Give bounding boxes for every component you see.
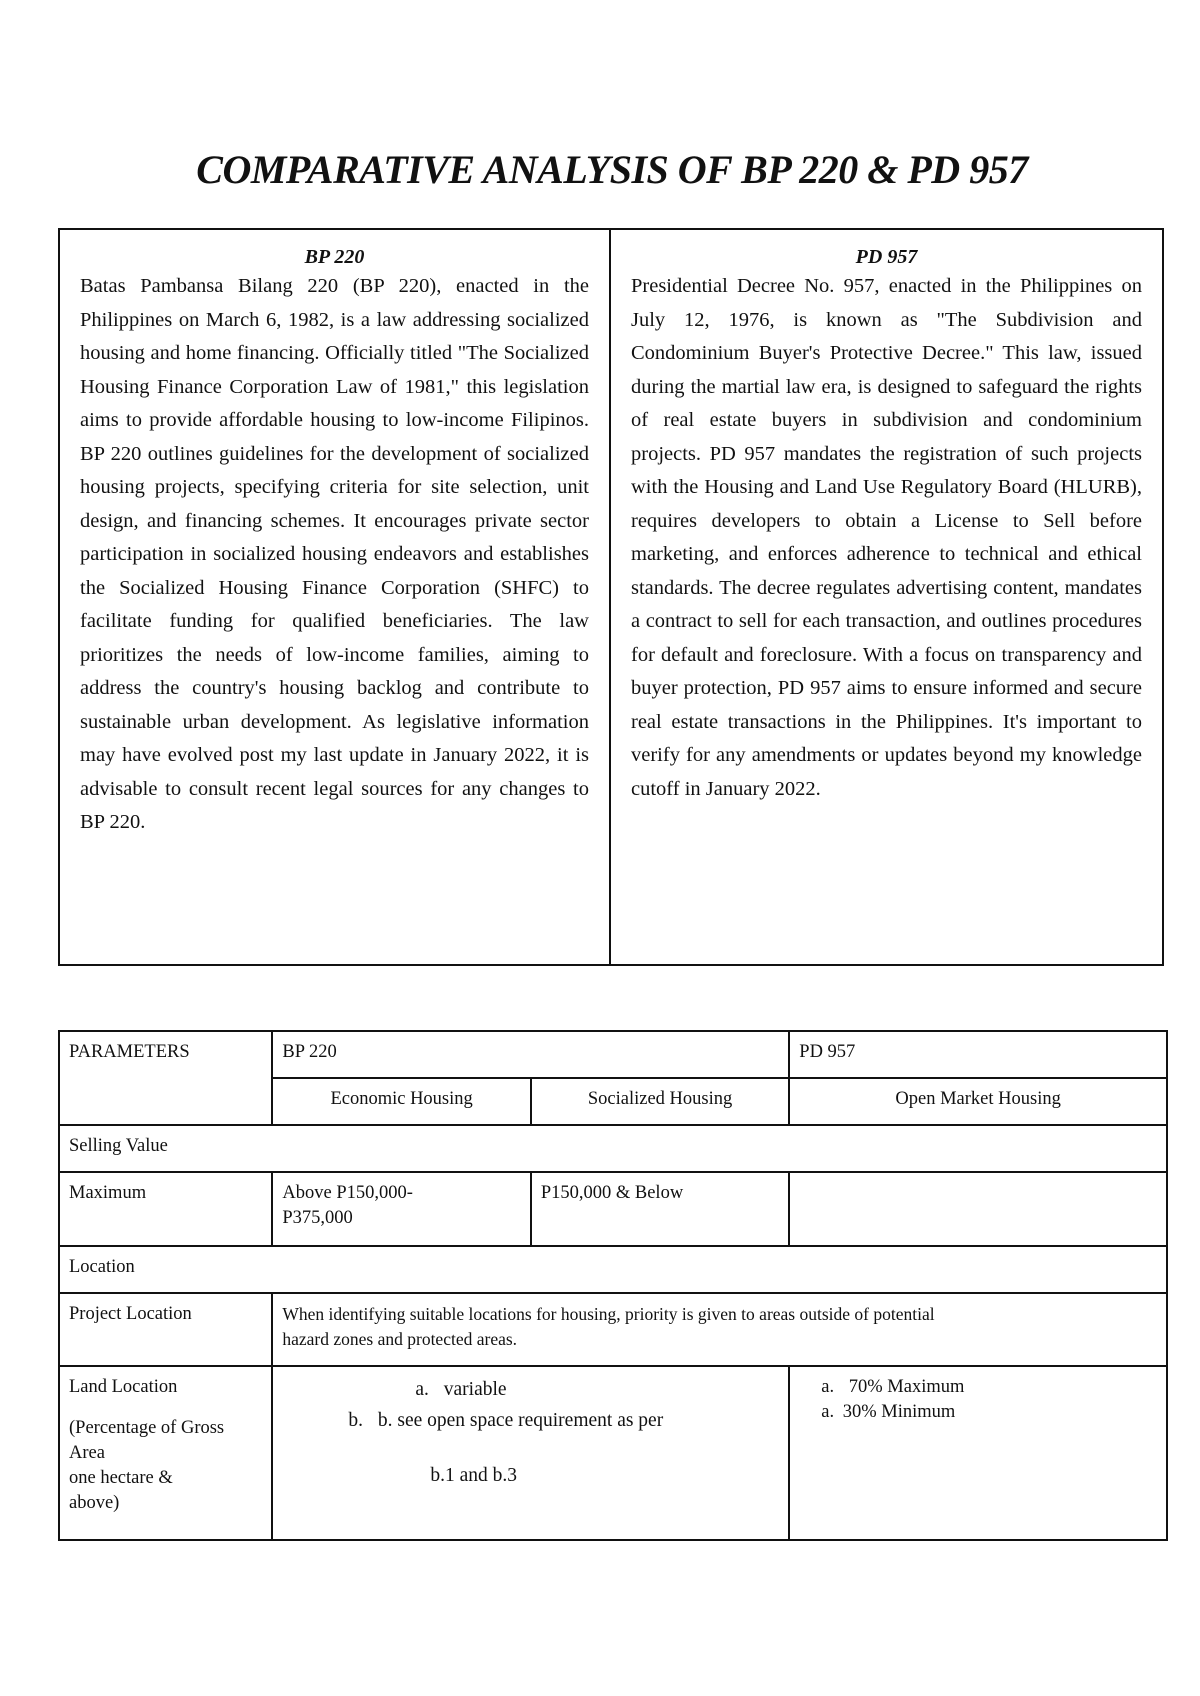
economic-max-line1: Above P150,000- (282, 1183, 413, 1203)
bp-land-b-marker: b. (348, 1410, 363, 1431)
project-location-line2: hazard zones and protected areas. (282, 1329, 518, 1349)
selling-value-section: Selling Value (59, 1125, 1167, 1172)
land-location-sub1: (Percentage of Gross (69, 1418, 225, 1438)
land-location-title: Land Location (69, 1377, 178, 1397)
pd957-column (611, 230, 1162, 964)
comparison-box (58, 228, 1164, 966)
pd957-header: PD 957 (789, 1031, 1167, 1078)
table-row (59, 1031, 1167, 1078)
parameters-header: PARAMETERS (59, 1031, 272, 1125)
land-location-label (59, 1366, 272, 1540)
economic-max-value (272, 1172, 530, 1246)
bp220-description: Batas Pambansa Bilang 220 (BP 220), enacted in the Philippines on March 6, 1982, is a law addressing socialized housing and home financing. Officially titled "The Socialized Housing Finance Corporation Law of 1981," this legislation aims to provide affordable housing to low-income Filipinos. BP 220 outlines guidelines for the development of socialized housing projects, specifying criteria for site selection, unit design, and financing schemes. It encourages private sector participation in socialized housing endeavors and establishes the Socialized Housing Finance Corporation (SHFC) to facilitate funding for qualified beneficiaries. The law prioritizes the needs of low-income families, aiming to address the country's housing backlog and contribute to sustainable urban development. As legislative information may have evolved post my last update in January 2022, it is advisable to consult recent legal sources for any changes to BP 220. (80, 275, 589, 833)
maximum-label: Maximum (59, 1172, 272, 1246)
bp-land-a-text: variable (443, 1379, 507, 1400)
pd957-heading: PD 957 (855, 246, 918, 268)
table-row (59, 1366, 1167, 1540)
socialized-max-value: P150,000 & Below (531, 1172, 789, 1246)
pd-land-a2-text: 30% Minimum (842, 1402, 956, 1422)
bp220-heading: BP 220 (304, 246, 365, 268)
bp220-header: BP 220 (272, 1031, 789, 1078)
bp-land-item-b (282, 1408, 779, 1433)
table-row (59, 1172, 1167, 1246)
bp-land-item-a (282, 1377, 779, 1402)
project-location-line1: When identifying suitable locations for housing, priority is given to areas outside of potential (282, 1304, 935, 1324)
table-row (59, 1293, 1167, 1366)
bp-land-b-text: b. see open space requirement as per (377, 1410, 664, 1431)
location-section: Location (59, 1246, 1167, 1293)
economic-max-line2: P375,000 (282, 1208, 353, 1228)
project-location-text (272, 1293, 1167, 1366)
pd-land-item-a2 (799, 1400, 1157, 1425)
bp-land-a-marker: a. (415, 1379, 429, 1400)
pd957-land-location (789, 1366, 1167, 1540)
land-location-sub2: Area (69, 1443, 105, 1463)
table-row (59, 1125, 1167, 1172)
pd-land-a-text: 70% Maximum (848, 1377, 965, 1397)
economic-housing-header: Economic Housing (272, 1078, 530, 1125)
table-row (59, 1246, 1167, 1293)
bp220-land-location (272, 1366, 789, 1540)
bp-land-b2-text: b.1 and b.3 (430, 1465, 518, 1486)
pd-land-a-marker: a. (821, 1377, 835, 1397)
land-location-sub3: one hectare & (69, 1468, 173, 1488)
parameters-table (58, 1030, 1168, 1541)
pd957-description: Presidential Decree No. 957, enacted in the Philippines on July 12, 1976, is known as "The Subdivision and Condominium Buyer's Protective Decree." This law, issued during the martial law era, is designed to safeguard the rights of real estate buyers in subdivision and condominium projects. PD 957 mandates the registration of such projects with the Housing and Land Use Regulatory Board (HLURB), requires developers to obtain a License to Sell before marketing, and enforces adherence to technical and ethical standards. The decree regulates advertising content, mandates a contract to sell for each transaction, and outlines procedures for default and foreclosure. With a focus on transparency and buyer protection, PD 957 aims to ensure informed and secure real estate transactions in the Philippines. It's important to verify for any amendments or updates beyond my knowledge cutoff in January 2022. (631, 275, 1142, 800)
pd-land-a2-marker: a. (821, 1402, 835, 1422)
pd-land-item-a (799, 1375, 1157, 1400)
document-title: COMPARATIVE ANALYSIS OF BP 220 & PD 957 (196, 147, 1028, 192)
open-market-housing-header: Open Market Housing (789, 1078, 1167, 1125)
land-location-sub4: above) (69, 1493, 120, 1513)
socialized-housing-header: Socialized Housing (531, 1078, 789, 1125)
project-location-label: Project Location (59, 1293, 272, 1366)
open-market-max-value (789, 1172, 1167, 1246)
bp220-column (60, 230, 611, 964)
